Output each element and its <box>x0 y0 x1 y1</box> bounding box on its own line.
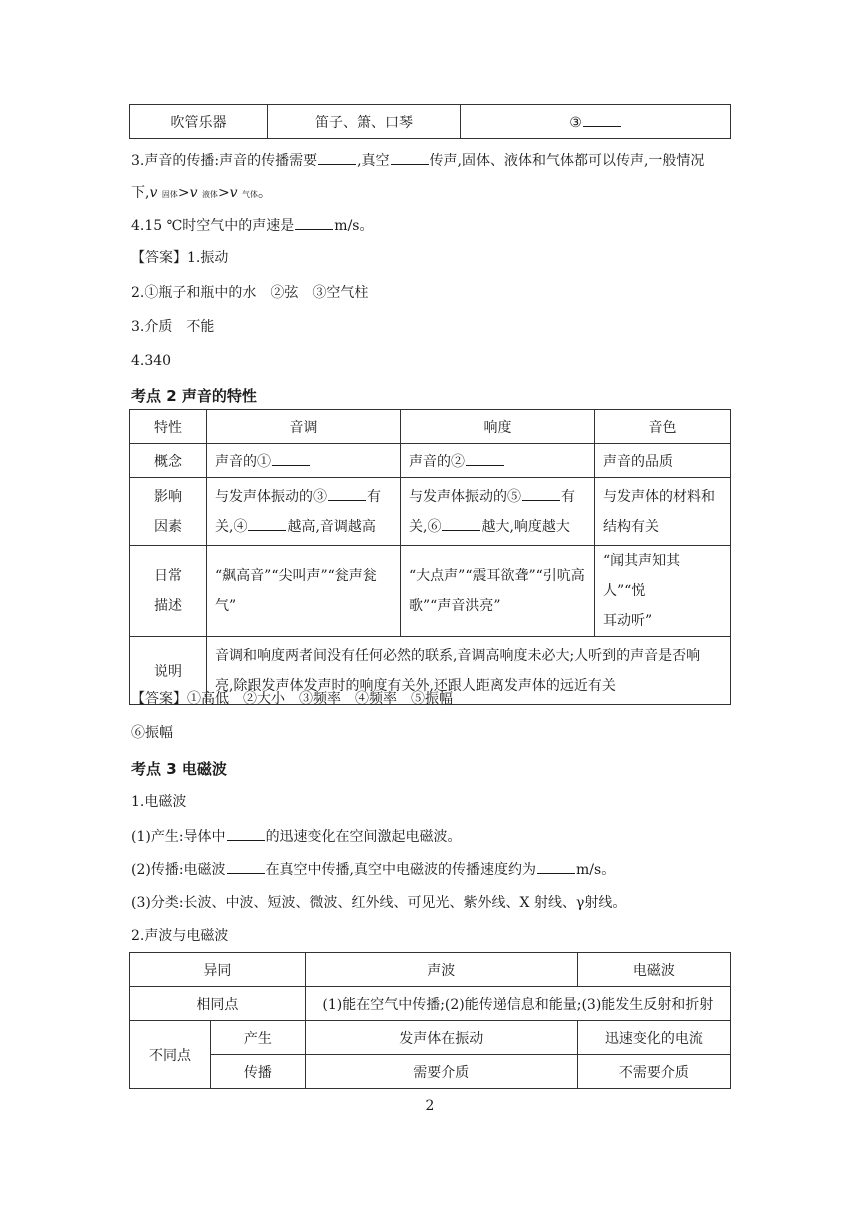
text: 日常 <box>154 568 182 584</box>
paragraph: 1.电磁波 <box>131 794 187 810</box>
fill-blank <box>537 860 575 874</box>
text: 4.15 ℃时空气中的声速是 <box>131 218 295 234</box>
paragraph <box>131 860 615 879</box>
table-header: 音色 <box>595 410 731 444</box>
text: 有 <box>367 488 381 505</box>
text: 的迅速变化在空间激起电磁波。 <box>265 829 462 845</box>
table-cell: 笛子、箫、口琴 <box>268 105 461 139</box>
fill-blank <box>295 216 333 230</box>
table-header: 音调 <box>207 410 401 444</box>
text: 音调和响度两者间没有任何必然的联系,音调高响度未必大;人听到的声音是否响 <box>215 647 701 664</box>
sound-vs-em-table <box>129 952 731 1089</box>
text: 与发声体的材料和 <box>603 488 715 505</box>
variable-v: v <box>189 185 198 201</box>
answer-label: 【答案】 <box>131 250 187 266</box>
table-cell <box>401 546 595 637</box>
text: 耳动听” <box>603 613 653 629</box>
text: > <box>217 185 230 201</box>
text: (2)传播:电磁波 <box>131 862 226 878</box>
fill-blank <box>328 487 366 501</box>
table-cell <box>207 444 401 478</box>
fill-blank <box>583 113 621 127</box>
text: 声音的② <box>409 453 465 470</box>
text: 影响 <box>154 488 182 505</box>
table-header: 特性 <box>130 410 207 444</box>
text: 歌”“声音洪亮” <box>409 598 501 614</box>
text: 结构有关 <box>603 518 659 535</box>
fill-blank <box>466 452 504 466</box>
fill-blank <box>391 151 429 165</box>
row-sublabel: 产生 <box>211 1021 306 1055</box>
variable-v: v <box>149 185 158 201</box>
table-cell: 迅速变化的电流 <box>577 1021 730 1055</box>
answer-line-3: 3.介质 不能 <box>131 319 215 335</box>
text: 气” <box>215 598 237 614</box>
text: 与发声体振动的⑤ <box>409 488 521 505</box>
text: 亮,除跟发声体发声时的响度有关外,还跟人距离发声体的远近有关 <box>215 677 616 694</box>
subscript: 液体 <box>201 190 218 199</box>
paragraph <box>131 827 462 846</box>
text: 描述 <box>154 598 182 614</box>
text: 1.振动 <box>187 250 229 266</box>
blank-label: ③ <box>569 114 582 131</box>
sound-properties-table <box>129 409 731 705</box>
fill-blank <box>227 860 265 874</box>
table-cell <box>401 478 595 546</box>
fill-blank <box>318 151 356 165</box>
table-cell: 吹管乐器 <box>130 105 268 139</box>
table-header: 电磁波 <box>577 953 730 987</box>
fill-blank <box>522 487 560 501</box>
fill-blank <box>248 517 286 531</box>
table-cell: 发声体在振动 <box>305 1021 577 1055</box>
table-header: 响度 <box>401 410 595 444</box>
paragraph-4 <box>131 216 373 235</box>
row-label: 不同点 <box>130 1021 211 1089</box>
subscript: 气体 <box>242 190 259 199</box>
text: m/s。 <box>334 218 374 234</box>
text: 关,④ <box>215 518 248 535</box>
fill-blank <box>272 452 310 466</box>
page-number: 2 <box>425 1098 435 1114</box>
answer-line-2: 2.①瓶子和瓶中的水 ②弦 ③空气柱 <box>131 285 369 301</box>
text: 越大,响度越大 <box>481 518 570 535</box>
table-cell <box>595 478 731 546</box>
text: 。 <box>258 185 273 201</box>
table-cell: (1)能在空气中传播;(2)能传递信息和能量;(3)能发生反射和折射 <box>305 987 730 1021</box>
section-heading: 考点 3 电磁波 <box>131 760 227 778</box>
answer-line: ⑥振幅 <box>131 725 173 741</box>
text: 下, <box>131 185 150 201</box>
answer-line-1 <box>131 249 228 267</box>
text: 在真空中传播,真空中电磁波的传播速度约为 <box>265 862 537 878</box>
text: m/s。 <box>576 862 616 878</box>
answer-line <box>131 690 453 708</box>
section-heading: 考点 2 声音的特性 <box>131 387 257 405</box>
text: “闻其声知其人”“悦 <box>603 553 681 599</box>
row-label: 概念 <box>130 444 207 478</box>
text: 3.声音的传播:声音的传播需要 <box>131 153 318 169</box>
paragraph-3 <box>131 151 704 170</box>
table-header: 异同 <box>130 953 306 987</box>
text: > <box>177 185 190 201</box>
table-cell <box>461 105 731 139</box>
text: “飙高音”“尖叫声”“瓮声瓮 <box>215 568 377 584</box>
text: 因素 <box>154 518 182 535</box>
table-header: 声波 <box>305 953 577 987</box>
variable-v: v <box>229 185 238 201</box>
paragraph: (3)分类:长波、中波、短波、微波、红外线、可见光、紫外线、X 射线、γ射线。 <box>131 895 627 911</box>
text: 与发声体振动的③ <box>215 488 327 505</box>
instrument-table <box>129 104 731 139</box>
text: 越高,音调越高 <box>287 518 376 535</box>
table-cell: 需要介质 <box>305 1055 577 1089</box>
paragraph: 2.声波与电磁波 <box>131 928 229 944</box>
row-label <box>130 478 207 546</box>
text: 关,⑥ <box>409 518 442 535</box>
table-cell <box>207 478 401 546</box>
table-cell <box>595 546 731 637</box>
text: 声音的① <box>215 453 271 470</box>
row-label <box>130 546 207 637</box>
text: ①高低 ②大小 ③频率 ④频率 ⑤振幅 <box>187 691 453 707</box>
table-cell: 不需要介质 <box>577 1055 730 1089</box>
text: (1)产生:导体中 <box>131 829 226 845</box>
text: “大点声”“震耳欲聋”“引吭高 <box>409 568 585 584</box>
table-cell: 声音的品质 <box>595 444 731 478</box>
table-cell <box>207 546 401 637</box>
text: ,真空 <box>357 153 390 169</box>
subscript: 固体 <box>161 190 178 199</box>
answer-line-4: 4.340 <box>131 353 172 369</box>
row-sublabel: 传播 <box>211 1055 306 1089</box>
fill-blank <box>442 517 480 531</box>
answer-label: 【答案】 <box>131 691 187 707</box>
paragraph-3-line2 <box>131 184 272 204</box>
fill-blank <box>227 827 265 841</box>
table-cell <box>401 444 595 478</box>
text: 有 <box>561 488 575 505</box>
row-label: 相同点 <box>130 987 306 1021</box>
text: 传声,固体、液体和气体都可以传声,一般情况 <box>429 153 705 169</box>
row-label: 说明 <box>130 637 207 705</box>
